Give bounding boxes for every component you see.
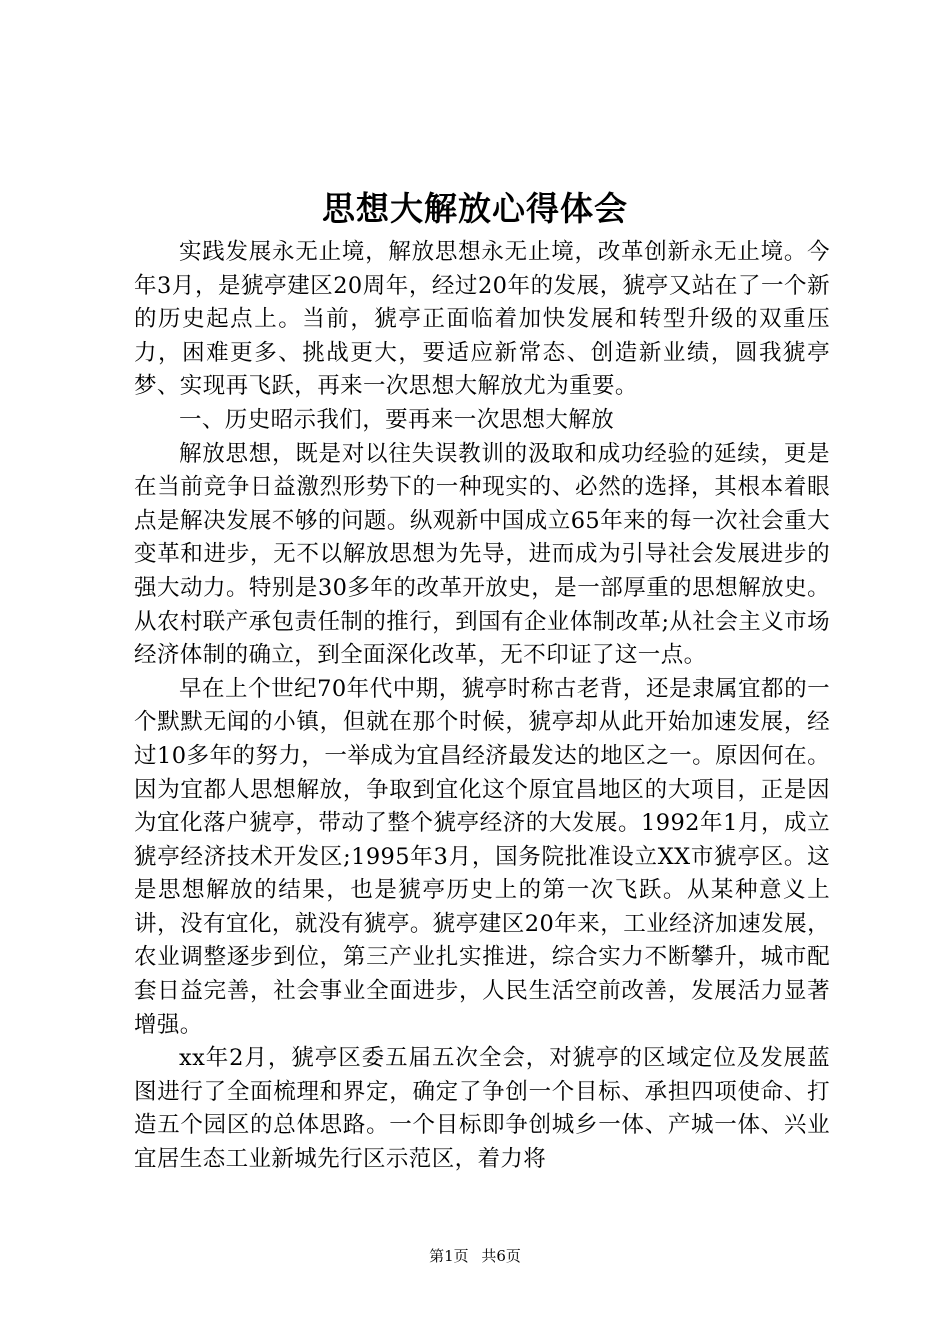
paragraph-plan: xx年2月，猇亭区委五届五次全会，对猇亭的区域定位及发展蓝图进行了全面梳理和界定，确定了争创一个目标、承担四项使命、打造五个园区的总体思路。一个目标即争创城乡一体、产城一体、兴业宜居生态工业新城先行区示范区，着力将 — [134, 1045, 830, 1173]
page-total: 共6页 — [481, 1247, 521, 1265]
document-body — [134, 236, 830, 1177]
paragraph-history: 早在上个世纪70年代中期，猇亭时称古老背，还是隶属宜都的一个默默无闻的小镇，但就在那个时候，猇亭却从此开始加速发展，经过10多年的努力，一举成为宜昌经济最发达的地区之一。原因何在。因为宜都人思想解放，争取到宜化这个原宜昌地区的大项目，正是因为宜化落户猇亭，带动了整个猇亭经济的大发展。1992年1月，成立猇亭经济技术开发区;1995年3月，国务院批准设立XX市猇亭区。这是思想解放的结果，也是猇亭历史上的第一次飞跃。从某种意义上讲，没有宜化，就没有猇亭。猇亭建区20年来，工业经济加速发展，农业调整逐步到位，第三产业扎实推进，综合实力不断攀升，城市配套日益完善，社会事业全面进步，人民生活空前改善，发展活力显著增强。 — [134, 675, 830, 1038]
page-footer — [0, 1245, 950, 1267]
paragraph-liberation: 解放思想，既是对以往失误教训的汲取和成功经验的延续，更是在当前竞争日益激烈形势下的一种现实的、必然的选择，其根本着眼点是解决发展不够的问题。纵观新中国成立65年来的每一次社会重大变革和进步，无不以解放思想为先导，进而成为引导社会发展进步的强大动力。特别是30多年的改革开放史，是一部厚重的思想解放史。从农村联产承包责任制的推行，到国有企业体制改革;从社会主义市场经济体制的确立，到全面深化改革，无不印证了这一点。 — [134, 440, 830, 669]
section-heading: 一、历史昭示我们，要再来一次思想大解放 — [179, 406, 615, 433]
document-title: 思想大解放心得体会 — [322, 189, 628, 228]
page-number: 第1页 — [429, 1247, 469, 1265]
paragraph-intro: 实践发展永无止境，解放思想永无止境，改革创新永无止境。今年3月，是猇亭建区20周年，经过20年的发展，猇亭又站在了一个新的历史起点上。当前，猇亭正面临着加快发展和转型升级的双重压力，困难更多、挑战更大，要适应新常态、创造新业绩，圆我猇亭梦、实现再飞跃，再来一次思想大解放尤为重要。 — [134, 239, 830, 400]
